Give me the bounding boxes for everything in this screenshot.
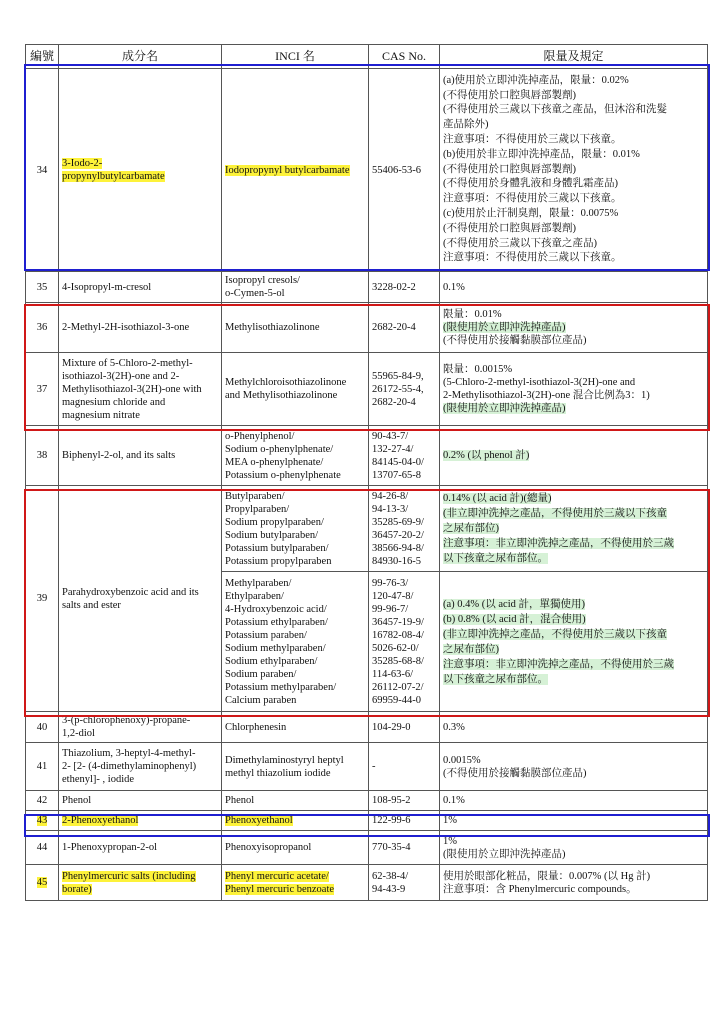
text-line: Potassium methylparaben/ xyxy=(225,681,337,693)
text-line: borate) xyxy=(62,883,92,895)
text-line: 84930-16-5 xyxy=(372,555,421,567)
row-inci xyxy=(222,69,369,272)
table-row xyxy=(26,272,708,303)
text-line: 限量：0.01% xyxy=(443,309,502,320)
text-line: 3-Iodo-2- xyxy=(62,158,103,169)
row-name: 4-Isopropyl-m-cresol xyxy=(59,272,222,303)
inci-text xyxy=(225,870,365,896)
text-line: (不得使用於接觸黏膜部位產品) xyxy=(443,335,587,346)
inci-text xyxy=(225,490,365,568)
text-line: Sodium o-phenylphenate/ xyxy=(225,443,334,455)
limit-text: 0.2% (以 phenol 計) xyxy=(443,450,530,461)
row-no: 42 xyxy=(26,791,59,811)
text-line: 之尿布部位) xyxy=(443,523,499,534)
limit-text xyxy=(443,363,704,415)
row-inci xyxy=(222,572,369,712)
row-inci xyxy=(222,743,369,791)
row-name: Phenol xyxy=(59,791,222,811)
text-line: Propylparaben/ xyxy=(225,503,290,515)
table-row xyxy=(26,743,708,791)
row-cas: 2682-20-4 xyxy=(369,303,440,353)
text-line: (限使用於立即沖洗掉產品) xyxy=(443,403,566,414)
text-line: 99-96-7/ xyxy=(372,603,409,615)
text-line: magnesium nitrate xyxy=(62,409,140,421)
text-line: Potassium ethylparaben/ xyxy=(225,616,328,628)
row-cas: 770-35-4 xyxy=(369,831,440,865)
text-line: (不得使用於三歲以下孩童之產品) xyxy=(443,237,597,249)
name-text xyxy=(62,747,218,786)
row-inci: Phenoxyisopropanol xyxy=(222,831,369,865)
text-line: 注意事項：非立即沖洗掉之產品，不得使用於三歲 xyxy=(443,538,674,549)
row-name xyxy=(59,486,222,712)
limit-text xyxy=(443,74,704,266)
text-line: (限使用於立即沖洗掉產品) xyxy=(443,322,566,333)
text-line: (限使用於立即沖洗掉產品) xyxy=(443,848,566,860)
row-no: 36 xyxy=(26,303,59,353)
row-limit xyxy=(440,353,708,426)
text-line: 94-43-9 xyxy=(372,883,406,895)
text-line: 62-38-4/ xyxy=(372,870,409,882)
row-no xyxy=(26,811,59,831)
table-row xyxy=(26,811,708,831)
limit-text xyxy=(443,835,704,861)
header-inci: INCI 名 xyxy=(222,45,369,69)
text-line: 2682-20-4 xyxy=(372,396,416,408)
text-line: Sodium paraben/ xyxy=(225,668,297,680)
text-line: 5026-62-0/ xyxy=(372,642,419,654)
row-no: 39 xyxy=(26,486,59,712)
inci-text xyxy=(225,376,365,402)
cas-text xyxy=(372,430,436,482)
text-line: 84145-04-0/ xyxy=(372,456,424,468)
text-line: Methylchloroisothiazolinone xyxy=(225,377,347,388)
row-limit xyxy=(440,572,708,712)
limit-text xyxy=(443,870,704,896)
text-line: 2-Methylisothiazol-3(2H)-one 混合比例為3：1) xyxy=(443,390,650,401)
text-line: Mixture of 5-Chloro-2-methyl- xyxy=(62,357,193,369)
text-line: (c)使用於止汗制臭劑，限量：0.0075% xyxy=(443,207,619,219)
name-text xyxy=(62,714,218,740)
text-line: Sodium propylparaben/ xyxy=(225,516,324,528)
cas-text xyxy=(372,870,436,896)
row-cas: 122-99-6 xyxy=(369,811,440,831)
no-text: 43 xyxy=(36,815,48,826)
text-line: 94-26-8/ xyxy=(372,490,409,502)
text-line: 16782-08-4/ xyxy=(372,629,424,641)
text-line: (不得使用於三歲以下孩童之產品，但沐浴和洗髮 xyxy=(443,104,667,116)
text-line: Ethylparaben/ xyxy=(225,590,284,602)
text-line: 0.14% (以 acid 計)(總量) xyxy=(443,493,552,504)
text-line: (不得使用於接觸黏膜部位產品) xyxy=(443,767,587,779)
row-inci xyxy=(222,353,369,426)
row-no: 35 xyxy=(26,272,59,303)
header-name: 成分名 xyxy=(59,45,222,69)
header-no: 編號 xyxy=(26,45,59,69)
limit-text xyxy=(443,754,704,780)
text-line: (5-Chloro-2-methyl-isothiazol-3(2H)-one and xyxy=(443,377,636,388)
text-line: 1,2-diol xyxy=(62,728,95,739)
text-line: (不得使用於身體乳液和身體乳霜產品) xyxy=(443,178,618,190)
row-name xyxy=(59,353,222,426)
cas-text xyxy=(372,490,436,568)
row-cas: 3228-02-2 xyxy=(369,272,440,303)
inci-text xyxy=(225,274,365,300)
inci-text xyxy=(225,430,365,482)
text-line: Phenylmercuric salts (including xyxy=(62,870,196,882)
text-line: o-Phenylphenol/ xyxy=(225,430,295,442)
text-line: Thiazolium, 3-heptyl-4-methyl- xyxy=(62,748,196,759)
name-text xyxy=(62,586,218,612)
cas-text xyxy=(372,370,436,409)
name-text: 2-Phenoxyethanol xyxy=(62,815,139,826)
text-line: 55965-84-9, xyxy=(372,370,424,382)
text-line: propynylbutylcarbamate xyxy=(62,171,165,182)
row-name: 1-Phenoxypropan-2-ol xyxy=(59,831,222,865)
table-row xyxy=(26,303,708,353)
table-row xyxy=(26,712,708,743)
text-line: Potassium propylparaben xyxy=(225,555,332,567)
text-line: (b)使用於非立即沖洗掉產品，限量：0.01% xyxy=(443,148,640,160)
row-inci xyxy=(222,426,369,486)
name-text xyxy=(62,357,218,422)
table-row xyxy=(26,69,708,272)
table-row xyxy=(26,426,708,486)
header-cas: CAS No. xyxy=(369,45,440,69)
text-line: 36457-19-9/ xyxy=(372,616,424,628)
row-cas xyxy=(369,572,440,712)
table-row xyxy=(26,791,708,811)
text-line: o-Cymen-5-ol xyxy=(225,288,285,299)
text-line: (非立即沖洗掉之產品，不得使用於三歲以下孩童 xyxy=(443,508,667,519)
row-name: Biphenyl-2-ol, and its salts xyxy=(59,426,222,486)
text-line: 35285-68-8/ xyxy=(372,655,424,667)
text-line: Methylisothiazol-3(2H)-one with xyxy=(62,383,202,395)
text-line: 注意事項：非立即沖洗掉之產品，不得使用於三歲 xyxy=(443,658,674,670)
inci-text xyxy=(225,754,365,780)
text-line: 限量：0.0015% xyxy=(443,364,513,375)
text-line: (不得使用於口腔與唇部製劑) xyxy=(443,89,576,101)
table-row xyxy=(26,865,708,901)
text-line: 以下孩童之尿布部位。 xyxy=(443,553,548,564)
row-inci: Methylisothiazolinone xyxy=(222,303,369,353)
cas-text xyxy=(372,577,436,707)
text-line: Dimethylaminostyryl heptyl xyxy=(225,754,344,766)
text-line: 99-76-3/ xyxy=(372,577,409,589)
no-text: 45 xyxy=(36,877,48,888)
row-name xyxy=(59,69,222,272)
row-name xyxy=(59,865,222,901)
row-cas: - xyxy=(369,743,440,791)
text-line: isothiazol-3(2H)-one and 2- xyxy=(62,370,180,382)
row-inci xyxy=(222,486,369,572)
inci-text: Iodopropynyl butylcarbamate xyxy=(225,164,350,176)
row-limit xyxy=(440,743,708,791)
text-line: Isopropyl cresols/ xyxy=(225,275,300,286)
text-line: Methylparaben/ xyxy=(225,577,292,589)
text-line: 94-13-3/ xyxy=(372,503,409,515)
row-no: 41 xyxy=(26,743,59,791)
text-line: Phenyl mercuric acetate/ xyxy=(225,870,329,882)
text-line: Sodium methylparaben/ xyxy=(225,642,326,654)
text-line: Sodium butylparaben/ xyxy=(225,529,319,541)
text-line: 26172-55-4, xyxy=(372,383,424,395)
row-limit xyxy=(440,426,708,486)
text-line: 35285-69-9/ xyxy=(372,516,424,528)
text-line: 3-(p-chlorophenoxy)-propane- xyxy=(62,715,191,726)
text-line: Parahydroxybenzoic acid and its xyxy=(62,586,199,598)
table-row xyxy=(26,831,708,865)
text-line: salts and ester xyxy=(62,599,121,611)
row-cas xyxy=(369,865,440,901)
text-line: (不得使用於口腔與唇部製劑) xyxy=(443,222,576,234)
text-line: 13707-65-8 xyxy=(372,469,421,481)
text-line: Sodium ethylparaben/ xyxy=(225,655,318,667)
text-line: and Methylisothiazolinone xyxy=(225,390,338,401)
row-inci xyxy=(222,865,369,901)
row-no xyxy=(26,865,59,901)
row-limit: 1% xyxy=(440,811,708,831)
inci-text: Phenoxyethanol xyxy=(225,815,293,826)
text-line: 注意事項：不得使用於三歲以下孩童。 xyxy=(443,252,622,264)
row-inci: Chlorphenesin xyxy=(222,712,369,743)
text-line: Potassium o-phenylphenate xyxy=(225,469,341,481)
row-cas xyxy=(369,353,440,426)
text-line: 90-43-7/ xyxy=(372,430,409,442)
text-line: 132-27-4/ xyxy=(372,443,414,455)
name-text xyxy=(62,870,218,896)
text-line: 注意事項：不得使用於三歲以下孩童。 xyxy=(443,134,622,145)
row-no: 40 xyxy=(26,712,59,743)
row-limit: 0.3% xyxy=(440,712,708,743)
text-line: 產品除外) xyxy=(443,119,489,131)
header-limit: 限量及規定 xyxy=(440,45,708,69)
text-line: (非立即沖洗掉之產品，不得使用於三歲以下孩童 xyxy=(443,628,667,640)
text-line: Butylparaben/ xyxy=(225,490,285,502)
text-line: 以下孩童之尿布部位。 xyxy=(443,673,548,685)
text-line: 之尿布部位) xyxy=(443,643,499,655)
row-cas xyxy=(369,486,440,572)
text-line: ethenyl]- , iodide xyxy=(62,774,135,785)
row-limit xyxy=(440,831,708,865)
table-header-row xyxy=(26,45,708,69)
text-line: 38566-94-8/ xyxy=(372,542,424,554)
row-limit xyxy=(440,486,708,572)
row-limit: 0.1% xyxy=(440,791,708,811)
text-line: 36457-20-2/ xyxy=(372,529,424,541)
text-line: MEA o-phenylphenate/ xyxy=(225,456,324,468)
row-no: 38 xyxy=(26,426,59,486)
limit-text xyxy=(443,308,704,347)
row-name xyxy=(59,743,222,791)
row-limit xyxy=(440,865,708,901)
row-cas: 104-29-0 xyxy=(369,712,440,743)
text-line: Potassium butylparaben/ xyxy=(225,542,329,554)
table-row xyxy=(26,486,708,572)
text-line: (不得使用於口腔與唇部製劑) xyxy=(443,163,576,175)
text-line: 26112-07-2/ xyxy=(372,681,424,693)
text-line: (a)使用於立即沖洗掉產品，限量：0.02% xyxy=(443,74,629,86)
text-line: 使用於眼部化粧品，限量：0.007% (以 Hg 計) xyxy=(443,870,651,882)
row-no: 37 xyxy=(26,353,59,426)
row-cas xyxy=(369,426,440,486)
row-name xyxy=(59,712,222,743)
table-row xyxy=(26,353,708,426)
text-line: 注意事項：含 Phenylmercuric compounds。 xyxy=(443,883,637,895)
row-limit xyxy=(440,303,708,353)
inci-text xyxy=(225,577,365,707)
row-no: 34 xyxy=(26,69,59,272)
text-line: Calcium paraben xyxy=(225,694,297,706)
row-no: 44 xyxy=(26,831,59,865)
row-cas: 108-95-2 xyxy=(369,791,440,811)
text-line: 114-63-6/ xyxy=(372,668,414,680)
text-line: Potassium paraben/ xyxy=(225,629,307,641)
text-line: (b) 0.8% (以 acid 計，混合使用) xyxy=(443,613,586,625)
text-line: 4-Hydroxybenzoic acid/ xyxy=(225,603,327,615)
text-line: Phenyl mercuric benzoate xyxy=(225,883,335,895)
row-name: 2-Methyl-2H-isothiazol-3-one xyxy=(59,303,222,353)
text-line: magnesium chloride and xyxy=(62,396,166,408)
row-name xyxy=(59,811,222,831)
text-line: 0.0015% xyxy=(443,754,481,766)
text-line: 1% xyxy=(443,835,457,847)
text-line: 注意事項：不得使用於三歲以下孩童。 xyxy=(443,193,622,205)
row-inci: Phenol xyxy=(222,791,369,811)
ingredient-table xyxy=(25,44,708,901)
text-line: 120-47-8/ xyxy=(372,590,414,602)
row-limit: 0.1% xyxy=(440,272,708,303)
limit-text xyxy=(443,491,704,566)
text-line: 69959-44-0 xyxy=(372,694,421,706)
row-cas: 55406-53-6 xyxy=(369,69,440,272)
name-text xyxy=(62,158,165,182)
limit-text xyxy=(443,597,704,687)
row-limit xyxy=(440,69,708,272)
row-inci xyxy=(222,272,369,303)
text-line: 2- [2- (4-dimethylaminophenyl) xyxy=(62,761,197,772)
row-inci xyxy=(222,811,369,831)
text-line: (a) 0.4% (以 acid 計，單獨使用) xyxy=(443,598,586,610)
text-line: methyl thiazolium iodide xyxy=(225,767,331,779)
